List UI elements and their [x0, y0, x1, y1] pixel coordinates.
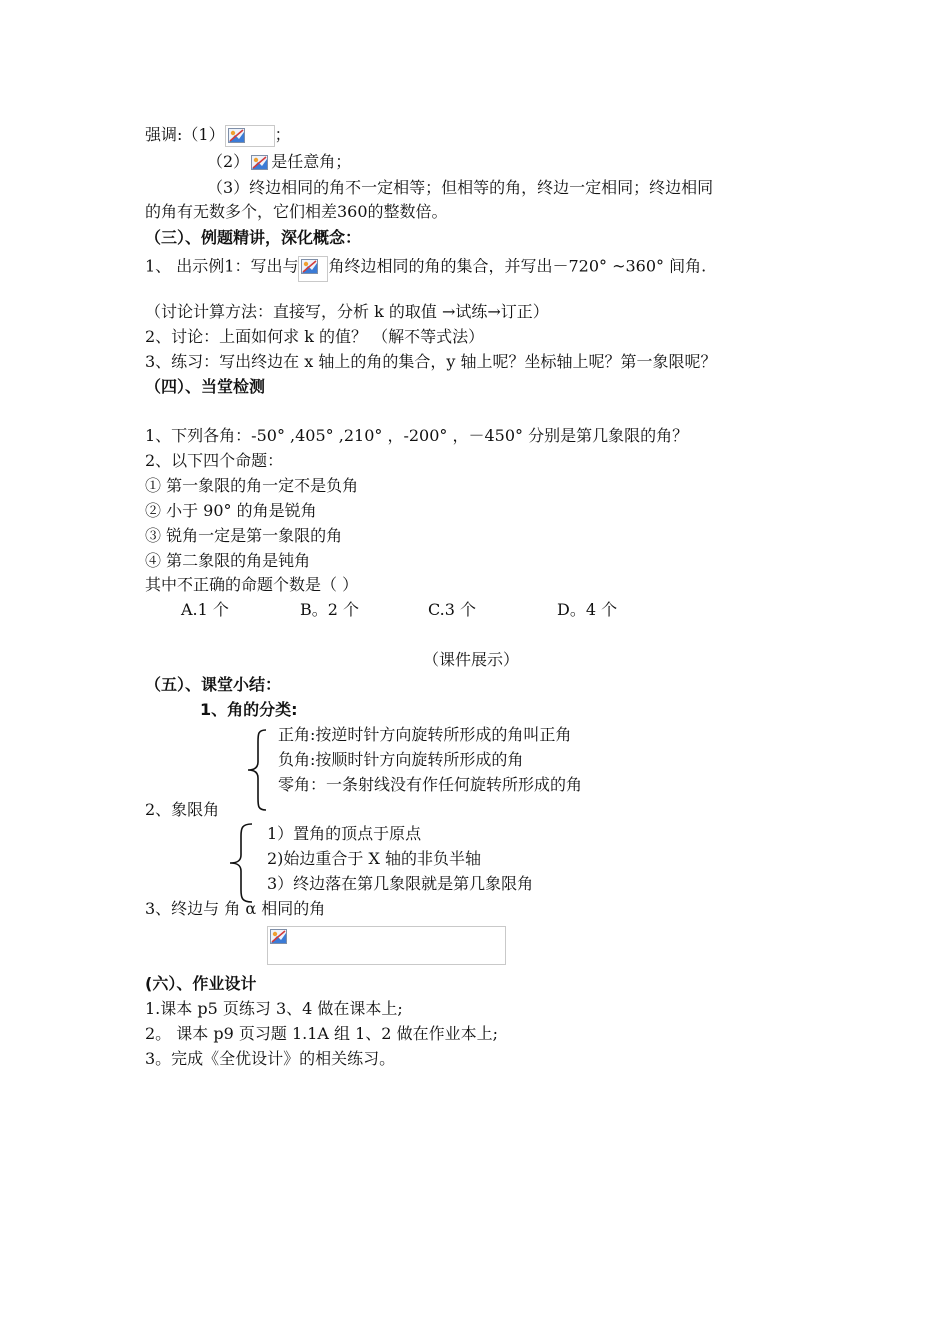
section4-q1: 1、下列各角：-50° ,405° ,210° ，-200° ，－450° 分别是第几象限的角？ — [145, 426, 689, 445]
homework-3: 3。完成《全优设计》的相关练习。 — [145, 1049, 396, 1068]
emphasis-label: 强调:（1） — [145, 125, 225, 144]
section4-question: 其中不正确的命题个数是（ ） — [145, 575, 359, 594]
image-placeholder-icon — [270, 929, 287, 944]
emphasis-suffix: ； — [274, 125, 291, 144]
formula-image-1 — [225, 125, 275, 147]
proposition-3: ③ 锐角一定是第一象限的角 — [145, 526, 343, 545]
courseware-note: （课件展示） — [423, 650, 520, 669]
example1-prefix: 1、 出示例1：写出与 — [145, 256, 299, 276]
proposition-4: ④ 第二象限的角是钝角 — [145, 551, 311, 570]
formula-image-2 — [249, 153, 271, 173]
formula-image-3 — [298, 256, 328, 282]
quadrant-rule-3: 3）终边落在第几象限就是第几象限角 — [267, 874, 534, 893]
section3-heading: （三）、例题精讲，深化概念： — [145, 228, 362, 247]
left-brace-icon — [244, 728, 270, 812]
formula-image-4-wrap — [267, 926, 506, 965]
proposition-2: ② 小于 90° 的角是锐角 — [145, 501, 317, 520]
image-placeholder-icon — [301, 259, 318, 274]
section6-heading: (六）、作业设计 — [145, 974, 257, 993]
section5-sub2: 2、象限角 — [145, 800, 220, 819]
section3-discussion: （讨论计算方法：直接写，分析 k 的取值 →试练→订正） — [145, 302, 549, 321]
section5-sub1: 1、角的分类: — [200, 700, 298, 719]
angle-type-zero: 零角：一条射线没有作任何旋转所形成的角 — [278, 775, 583, 794]
section3-example1 — [145, 252, 706, 282]
emphasis-line-1 — [145, 124, 291, 147]
option-a: A.1 个 — [181, 600, 229, 619]
section5-heading: （五）、课堂小结： — [145, 675, 282, 694]
option-d: D。4 个 — [557, 600, 618, 619]
section5-sub3: 3、终边与 角 α 相同的角 — [145, 899, 326, 918]
image-placeholder-icon — [251, 155, 268, 170]
quadrant-rule-1: 1）置角的顶点于原点 — [267, 824, 422, 843]
emphasis-item3-line1: （3）终边相同的角不一定相等；但相等的角，终边一定相同；终边相同 — [207, 178, 714, 197]
option-b: B。2 个 — [300, 600, 360, 619]
section3-q3: 3、练习：写出终边在 x 轴上的角的集合，y 轴上呢？坐标轴上呢？第一象限呢？ — [145, 352, 717, 371]
homework-2: 2。 课本 p9 页习题 1.1A 组 1、2 做在作业本上; — [145, 1024, 498, 1043]
angle-type-positive: 正角:按逆时针方向旋转所形成的角叫正角 — [278, 725, 572, 744]
quadrant-rule-2: 2)始边重合于 X 轴的非负半轴 — [267, 849, 481, 868]
section4-q2: 2、以下四个命题： — [145, 451, 284, 470]
example1-suffix: 角终边相同的角的集合，并写出－720° ~360° 间角. — [328, 256, 707, 276]
emphasis-item3-line2: 的角有无数多个，它们相差360的整数倍。 — [145, 202, 448, 221]
emphasis-item2-prefix: （2） — [207, 152, 250, 171]
option-c: C.3 个 — [428, 600, 477, 619]
left-brace-icon — [226, 822, 256, 904]
formula-image-4 — [267, 926, 506, 965]
section3-q2: 2、讨论：上面如何求 k 的值？ （解不等式法） — [145, 327, 485, 346]
proposition-1: ① 第一象限的角一定不是负角 — [145, 476, 359, 495]
emphasis-line-2 — [207, 151, 351, 173]
emphasis-item2-text: 是任意角； — [271, 152, 352, 171]
image-placeholder-icon — [228, 128, 245, 143]
angle-type-negative: 负角:按顺时针方向旋转所形成的角 — [278, 750, 524, 769]
section4-heading: （四）、当堂检测 — [145, 377, 266, 396]
homework-1: 1.课本 p5 页练习 3、4 做在课本上; — [145, 999, 403, 1018]
